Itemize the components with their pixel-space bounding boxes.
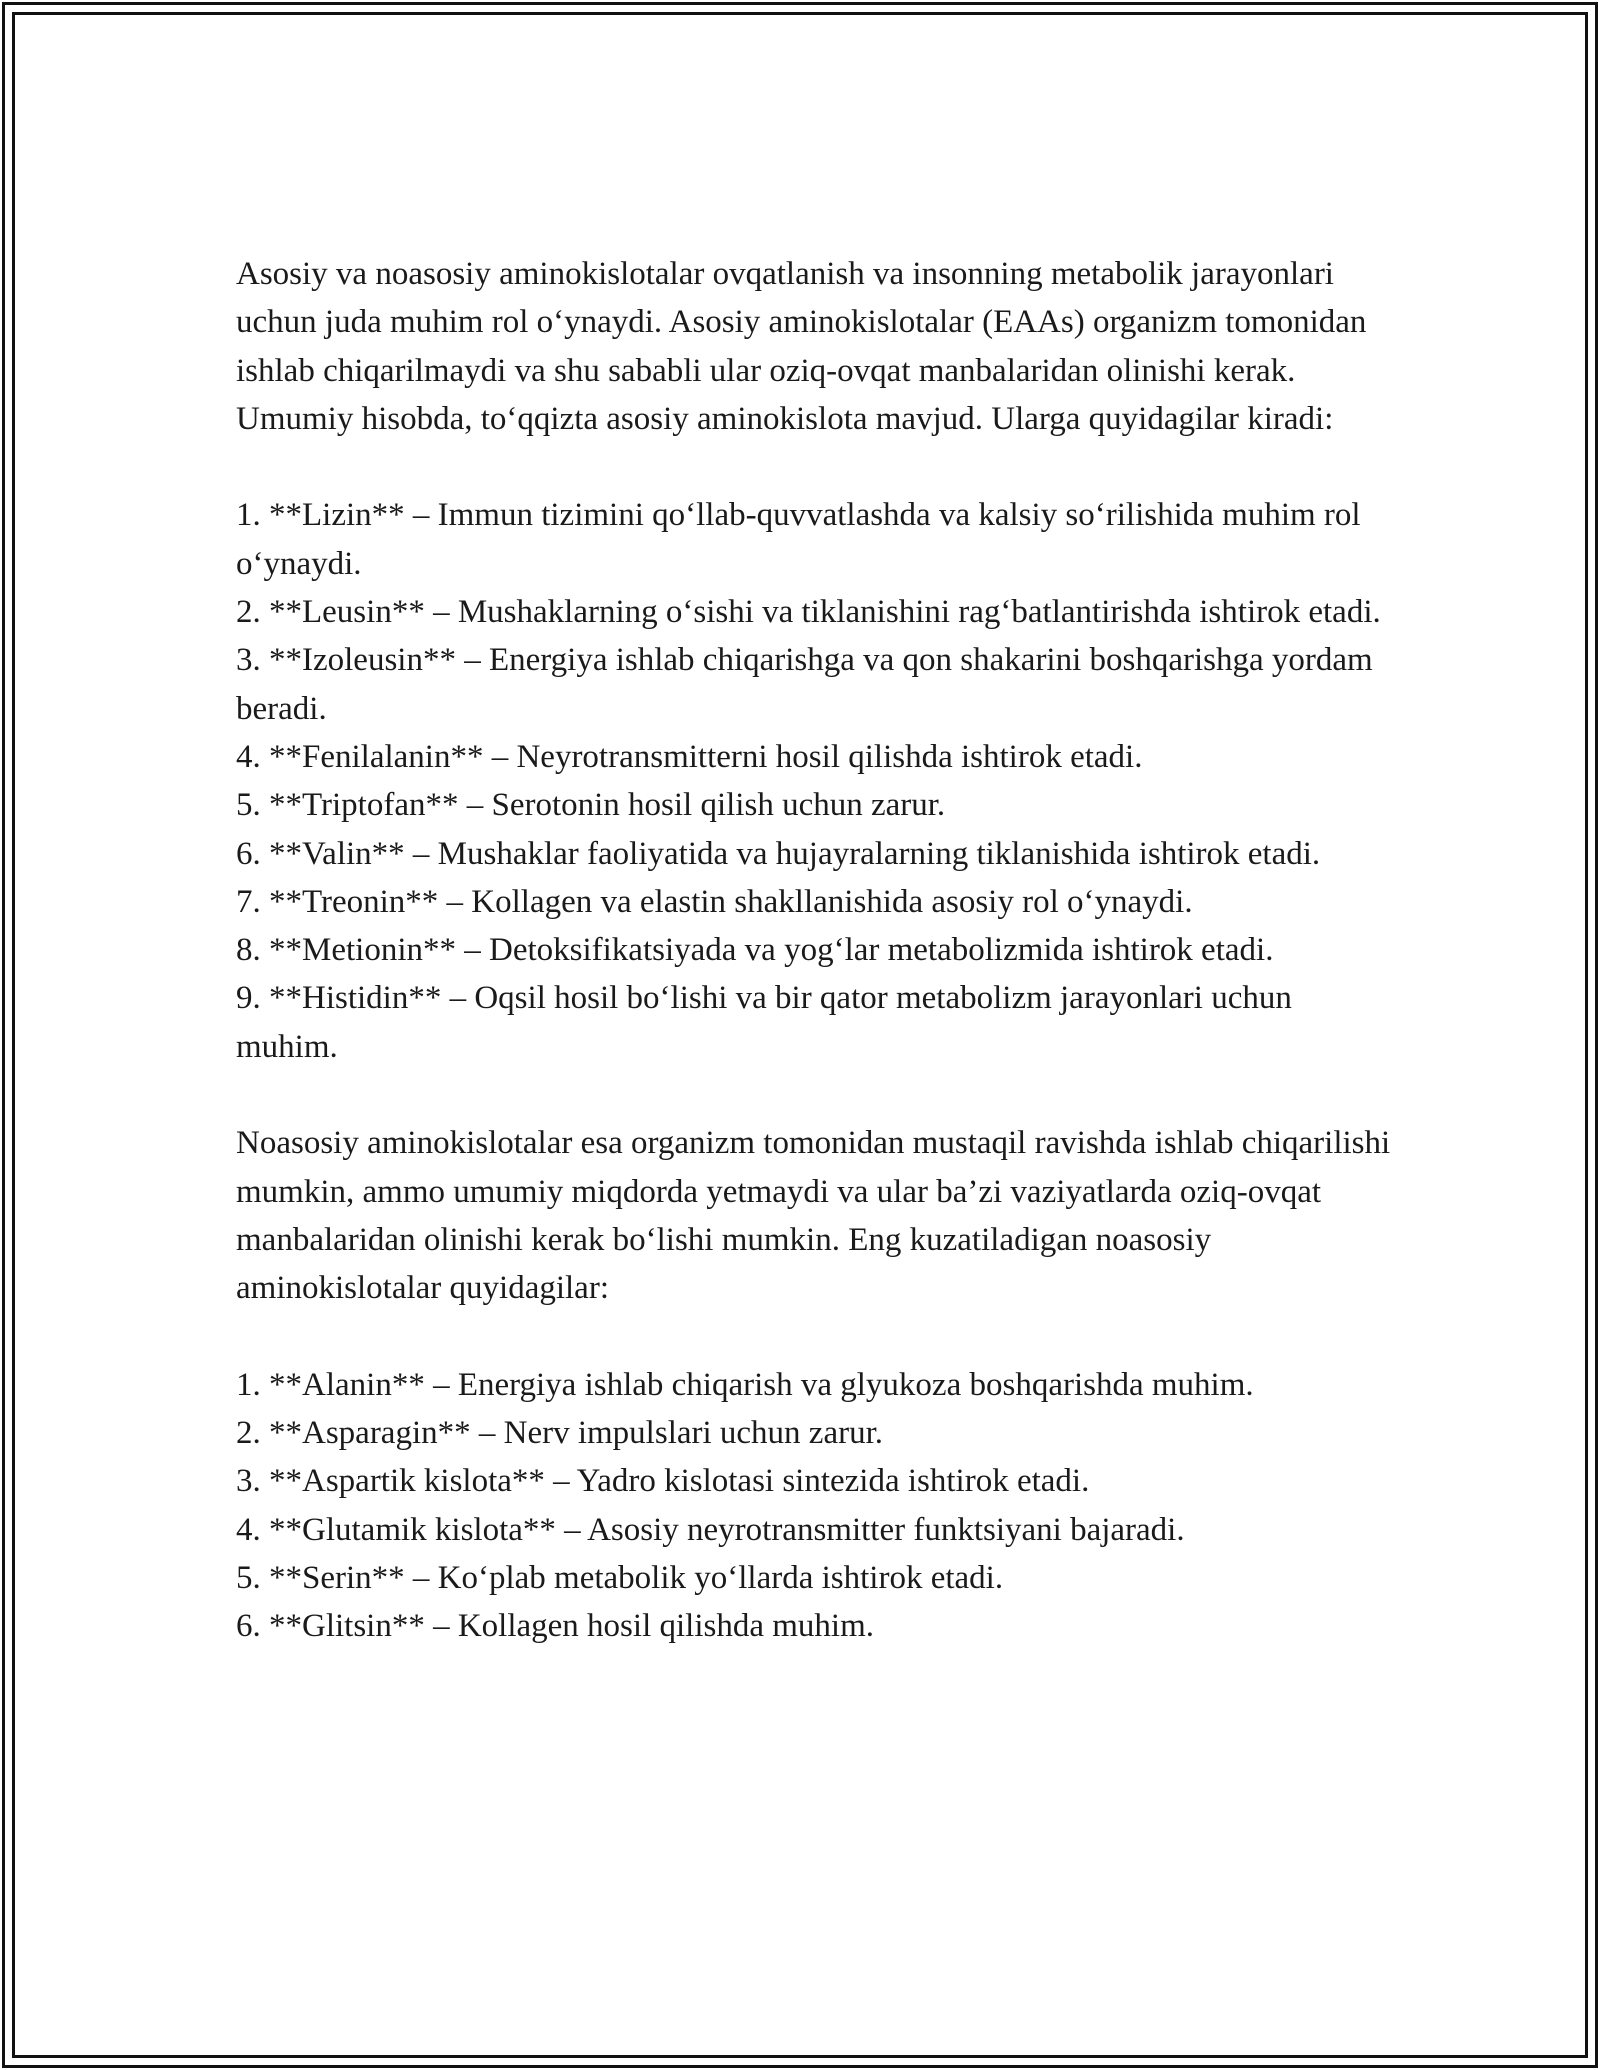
- paragraph-gap: [236, 1313, 1396, 1361]
- list-item: 6. **Valin** – Mushaklar faoliyatida va hujayralarning tiklanishida ishtirok etadi.: [236, 835, 1321, 872]
- list-item: 5. **Triptofan** – Serotonin hosil qilish uchun zarur.: [236, 787, 946, 824]
- list-item: 7. **Treonin** – Kollagen va elastin shakllanishida asosiy rol o‘ynaydi.: [236, 883, 1193, 920]
- list-item: 3. **Izoleusin** – Energiya ishlab chiqarishga va qon shakarini boshqarishga yordam beradi.: [236, 642, 1373, 727]
- list-item: 9. **Histidin** – Oqsil hosil bo‘lishi va bir qator metabolizm jarayonlari uchun muhim.: [236, 980, 1292, 1065]
- list-item: 3. **Aspartik kislota** – Yadro kislotasi sintezida ishtirok etadi.: [236, 1463, 1090, 1500]
- list-item: 6. **Glitsin** – Kollagen hosil qilishda muhim.: [236, 1608, 874, 1645]
- essential-amino-acids-list: [236, 491, 1396, 1071]
- paragraph-gap: [236, 1071, 1396, 1119]
- list-item: 4. **Fenilalanin** – Neyrotransmitterni hosil qilishda ishtirok etadi.: [236, 738, 1143, 775]
- nonessential-intro-paragraph: Noasosiy aminokislotalar esa organizm tomonidan mustaqil ravishda ishlab chiqarilishi mumkin, ammo umumiy miqdorda yetmaydi va ular ba’zi vaziyatlarda oziq-ovqat manbalaridan olinishi kerak bo‘lishi mumkin. Eng kuzatiladigan noasosiy aminokislotalar quyidagilar:: [236, 1125, 1391, 1307]
- list-item: 4. **Glutamik kislota** – Asosiy neyrotransmitter funktsiyani bajaradi.: [236, 1511, 1185, 1548]
- nonessential-amino-acids-list: [236, 1361, 1396, 1651]
- list-item: 1. **Alanin** – Energiya ishlab chiqarish va glyukoza boshqarishda muhim.: [236, 1366, 1254, 1403]
- document-body: [236, 250, 1396, 1651]
- list-item: 1. **Lizin** – Immun tizimini qo‘llab-quvvatlashda va kalsiy so‘rilishida muhim rol o‘ynaydi.: [236, 497, 1361, 582]
- list-item: 5. **Serin** – Ko‘plab metabolik yo‘llarda ishtirok etadi.: [236, 1560, 1004, 1597]
- list-item: 2. **Asparagin** – Nerv impulslari uchun zarur.: [236, 1415, 884, 1452]
- list-item: 2. **Leusin** – Mushaklarning o‘sishi va tiklanishini rag‘batlantirishda ishtirok etadi.: [236, 594, 1381, 631]
- list-item: 8. **Metionin** – Detoksifikatsiyada va yog‘lar metabolizmida ishtirok etadi.: [236, 932, 1274, 969]
- paragraph-gap: [236, 443, 1396, 491]
- intro-paragraph: Asosiy va noasosiy aminokislotalar ovqatlanish va insonning metabolik jarayonlari uchun juda muhim rol o‘ynaydi. Asosiy aminokislotalar (EAAs) organizm tomonidan ishlab chiqarilmaydi va shu sababli ular oziq-ovqat manbalaridan olinishi kerak. Umumiy hisobda, to‘qqizta asosiy aminokislota mavjud. Ularga quyidagilar kiradi:: [236, 256, 1367, 437]
